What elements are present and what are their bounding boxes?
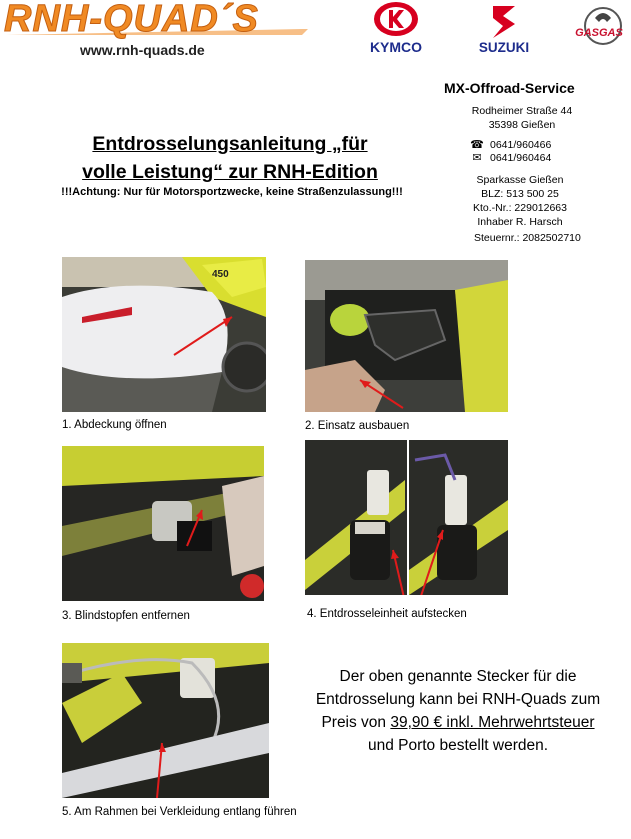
svg-text:KYMCO: KYMCO <box>369 39 423 55</box>
step-4-caption: 4. Entdrosseleinheit aufstecken <box>307 608 467 620</box>
svg-text:RNH-QUAD´S: RNH-QUAD´S <box>4 1 259 39</box>
title-line-1: Entdrosselungsanleitung „für <box>92 133 368 155</box>
svg-text:GASGAS: GASGAS <box>575 27 623 39</box>
svg-text:SUZUKI: SUZUKI <box>478 40 530 54</box>
bank-blz: BLZ: 513 500 25 <box>481 188 559 200</box>
order-note <box>290 665 626 757</box>
svg-text:450: 450 <box>212 269 229 280</box>
suzuki-logo <box>467 2 541 54</box>
warning-text: !!!Achtung: Nur für Motorsportzwecke, keine Straßenzulassung!!! <box>61 186 403 198</box>
bank-details <box>464 173 576 229</box>
bank-name: Sparkasse Gießen <box>476 174 564 186</box>
fax-number: 0641/960464 <box>490 152 552 164</box>
company-name: MX-Offroad-Service <box>444 80 575 96</box>
company-owner: Inhaber R. Harsch <box>477 216 563 228</box>
bank-account: Kto.-Nr.: 229012663 <box>473 202 567 214</box>
note-line-4: und Porto bestellt werden. <box>367 737 549 754</box>
phone-number: 0641/960466 <box>490 139 552 151</box>
fax-line <box>470 151 551 165</box>
step-5-caption: 5. Am Rahmen bei Verkleidung entlang führen <box>62 806 297 818</box>
note-line-3 <box>290 711 626 734</box>
step-3-photo <box>62 446 264 601</box>
phone-line <box>470 138 551 152</box>
website-link[interactable]: www.rnh-quads.de <box>80 42 205 58</box>
note-price: 39,90 € inkl. Mehrwehrtsteuer <box>390 714 595 731</box>
gasgas-logo <box>565 4 631 52</box>
kymco-logo <box>358 0 434 56</box>
company-address <box>466 104 578 132</box>
fax-icon: ✉ <box>472 152 482 164</box>
address-street: Rodheimer Straße 44 <box>471 105 573 117</box>
step-3-caption: 3. Blindstopfen entfernen <box>62 610 190 622</box>
step-1-photo <box>62 257 266 412</box>
phone-icon: ☎ <box>470 139 484 151</box>
step-5-photo <box>62 643 269 798</box>
rnh-quads-logo <box>2 1 312 39</box>
step-2-caption: 2. Einsatz ausbauen <box>305 420 410 432</box>
step-1-caption: 1. Abdeckung öffnen <box>62 419 167 431</box>
step-2-photo <box>305 260 508 412</box>
title-line-2: volle Leistung“ zur RNH-Edition <box>82 161 378 183</box>
address-city: 35398 Gießen <box>488 119 556 131</box>
note-price-prefix: Preis von <box>321 714 391 731</box>
document-title <box>40 130 420 186</box>
note-line-2: Entdrosselung kann bei RNH-Quads zum <box>315 691 601 708</box>
tax-number: Steuernr.: 2082502710 <box>474 232 581 244</box>
step-4-photo <box>305 440 508 595</box>
note-line-1: Der oben genannte Stecker für die <box>339 668 577 685</box>
